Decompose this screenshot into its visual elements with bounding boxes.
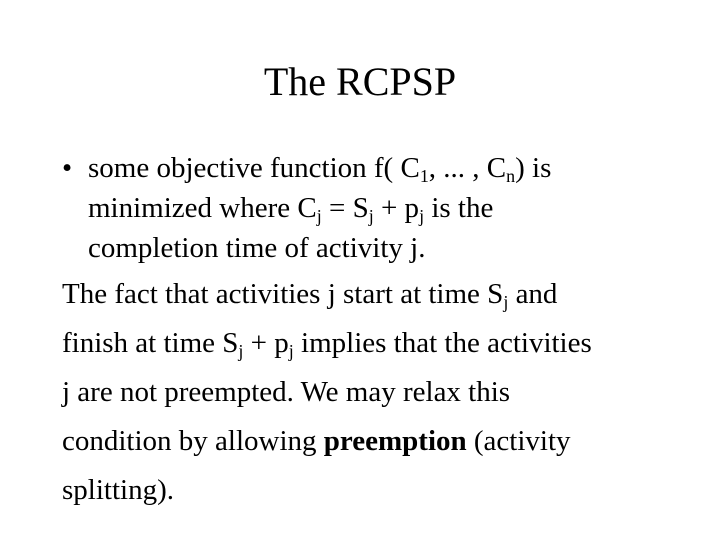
slide-title: The RCPSP xyxy=(263,59,457,104)
text-run: some objective function f( C xyxy=(88,152,420,184)
text-run: is the xyxy=(424,192,494,224)
bullet-item xyxy=(62,148,702,268)
text-run: ) is xyxy=(515,152,552,184)
para-line-3: j are not preempted. We may relax this xyxy=(62,376,511,408)
subscript: j xyxy=(316,206,322,227)
text-run: + p xyxy=(373,192,420,224)
subscript: j xyxy=(288,341,294,362)
text-run: The fact that activities j start at time S xyxy=(62,278,504,310)
para-line-1 xyxy=(62,270,712,319)
subscript: j xyxy=(503,292,509,313)
para-line-5: splitting). xyxy=(62,474,174,506)
text-run: implies that the activities xyxy=(293,327,592,359)
text-run: = S xyxy=(321,192,369,224)
bullet-line-3: completion time of activity j. xyxy=(88,232,426,264)
text-run: , ... , C xyxy=(428,152,507,184)
text-run: condition by allowing xyxy=(62,425,324,457)
subscript: j xyxy=(238,341,244,362)
subscript: j xyxy=(419,206,425,227)
text-run: minimized where C xyxy=(88,192,317,224)
para-line-4 xyxy=(62,417,712,466)
text-run: + p xyxy=(243,327,289,359)
bold-term: preemption xyxy=(323,425,467,457)
bullet-line-1 xyxy=(88,148,702,188)
subscript: j xyxy=(368,206,374,227)
text-run: and xyxy=(508,278,558,310)
text-run: (activity xyxy=(466,425,571,457)
bullet-line-2 xyxy=(88,188,702,228)
text-run: finish at time S xyxy=(62,327,239,359)
bullet-marker: • xyxy=(62,152,73,184)
body-paragraph xyxy=(62,270,712,515)
subscript: n xyxy=(506,166,516,187)
subscript: 1 xyxy=(419,166,429,187)
bullet-text xyxy=(88,148,702,268)
para-line-2 xyxy=(62,319,712,368)
